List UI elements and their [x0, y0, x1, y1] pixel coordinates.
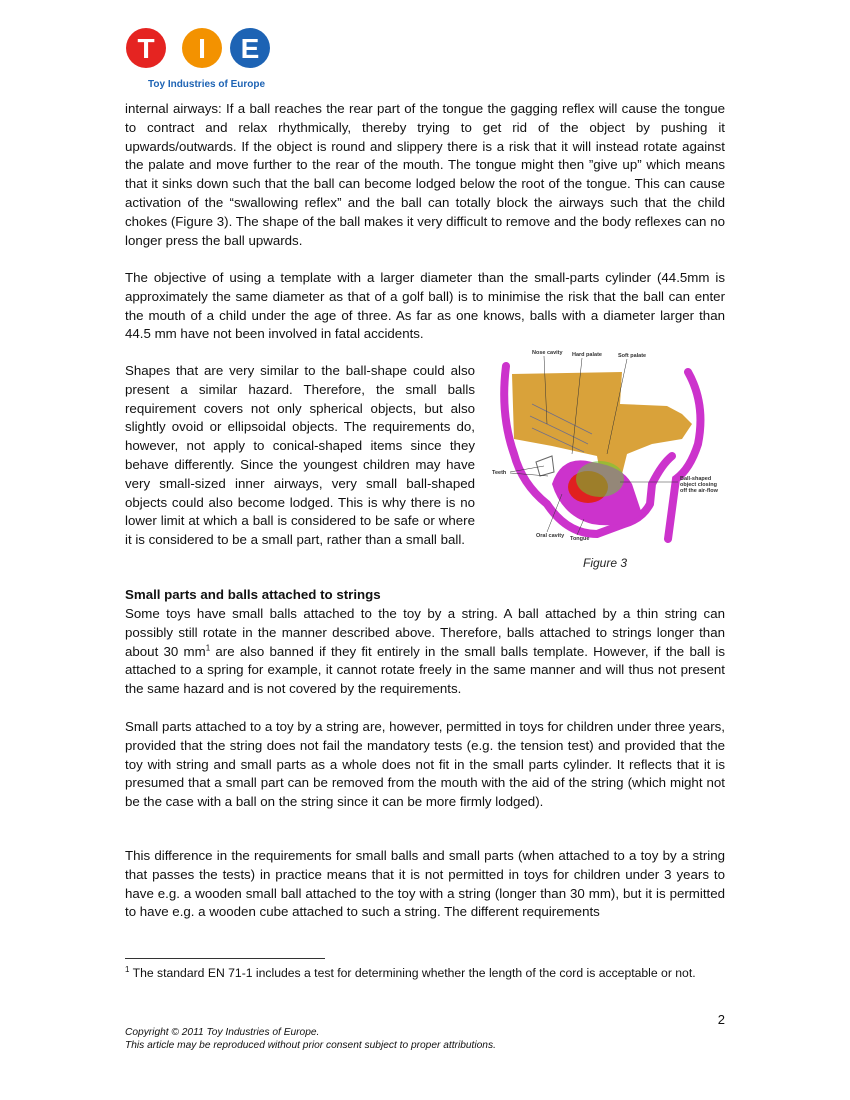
copyright-line: Copyright © 2011 Toy Industries of Europe. [125, 1027, 320, 1038]
ball-overlay [576, 461, 624, 497]
footnote-mark: 1 [125, 964, 130, 974]
label-ball-1: Ball-shaped [680, 476, 712, 482]
paragraph-text: are also banned if they fit entirely in the small balls template. However, if the ball is attached to a spring for example, it cannot rotate freely in the same manner and will thus not present the same hazard and is not covered by the requirements. [125, 643, 725, 697]
copyright-line: This article may be reproduced without prior consent subject to proper attributions. [125, 1040, 496, 1051]
paragraph: internal airways: If a ball reaches the rear part of the tongue the gagging reflex will cause the tongue to contract and relax rhythmically, thereby trying to get rid of the object by pushing it upwards/outwards. If the object is round and slippery there is a risk that it will instead rotate against the palate and move further to the rear of the mouth. The tongue might then ”give up” which means that it sinks down such that the ball can become lodged below the root of the tongue. This can cause activation of the “swallowing reflex” and the ball can totally block the airways such that the child chokes (Figure 3). The shape of the ball makes it very difficult to remove and the body reflexes can no longer press the ball upwards. [125, 101, 725, 248]
paragraph [125, 605, 725, 699]
label-ball-2: object closing [680, 482, 717, 488]
section-heading: Small parts and balls attached to strings [125, 587, 381, 602]
page-number: 2 [717, 1012, 725, 1027]
logo-tagline: Toy Industries of Europe [148, 79, 266, 90]
label-hard-palate: Hard palate [572, 352, 602, 358]
label-tongue: Tongue [570, 536, 590, 542]
label-oral-cavity: Oral cavity [536, 533, 565, 539]
logo-letter-t: T [137, 33, 155, 64]
paragraph-text: Some toys have small balls attached to the toy by a string. A ball attached by a thin string can possibly still rotate in the manner described above. Therefore, balls attached to strings longer than about 30 mm [125, 606, 725, 659]
label-ball-3: off the air-flow [680, 488, 718, 494]
copyright [125, 1026, 496, 1052]
footnote-ref[interactable]: 1 [205, 643, 211, 653]
paragraph: Shapes that are very similar to the ball-shape could also present a similar hazard. Therefore, the small balls requirement covers not only spherical objects, but also slightly ovoid or ellipsoidal objects. The requirements do, however, not apply to conical-shaped items since they behave differently. Since the youngest children may have very small-sized inner airways, very small ball-shaped objects could also become lodged. This is why there is no lower limit at which a ball is considered to be safe or where it is considered to be a small part, rather than a small ball. [125, 363, 475, 548]
label-nose-cavity: Nose cavity [532, 350, 563, 356]
footnote-divider [125, 958, 325, 959]
footnote-text: The standard EN 71-1 includes a test for determining whether the length of the cord is acceptable or not. [129, 966, 696, 980]
paragraph: This difference in the requirements for small balls and small parts (when attached to a toy by a string that passes the tests) in practice means that it is not permitted in toys for children under 3 years to have e.g. a wooden small ball attached to the toy with a string (longer than 30 mm), but it is permitted to have e.g. a wooden cube attached to such a string. The different requirements [125, 848, 725, 920]
logo-letter-i: I [198, 33, 206, 64]
label-teeth: Teeth [492, 470, 507, 476]
logo-letter-e: E [240, 33, 260, 64]
footnote [125, 965, 725, 982]
label-soft-palate: Soft palate [618, 353, 647, 359]
figure-caption: Figure 3 [583, 556, 628, 570]
paragraph: Small parts attached to a toy by a string are, however, permitted in toys for children under three years, provided that the string does not fail the mandatory tests (e.g. the tension test) and provided that the toy with string and small parts as a whole does not fit in the small parts cylinder. It reflects that it is presumed that a small part can be removed from the mouth with the aid of the string (which might not be the case with a ball on the string since it can be more firmly lodged). [125, 719, 725, 810]
paragraph: The objective of using a template with a larger diameter than the small-parts cylinder (44.5mm is approximately the same diameter as that of a golf ball) is to minimise the risk that the ball can enter the mouth of a child under the age of three. As far as one knows, balls with a diameter larger than 44.5 mm have not been involved in fatal accidents. [125, 270, 725, 342]
airway-diagram [492, 344, 726, 556]
teeth-shape [536, 456, 554, 476]
